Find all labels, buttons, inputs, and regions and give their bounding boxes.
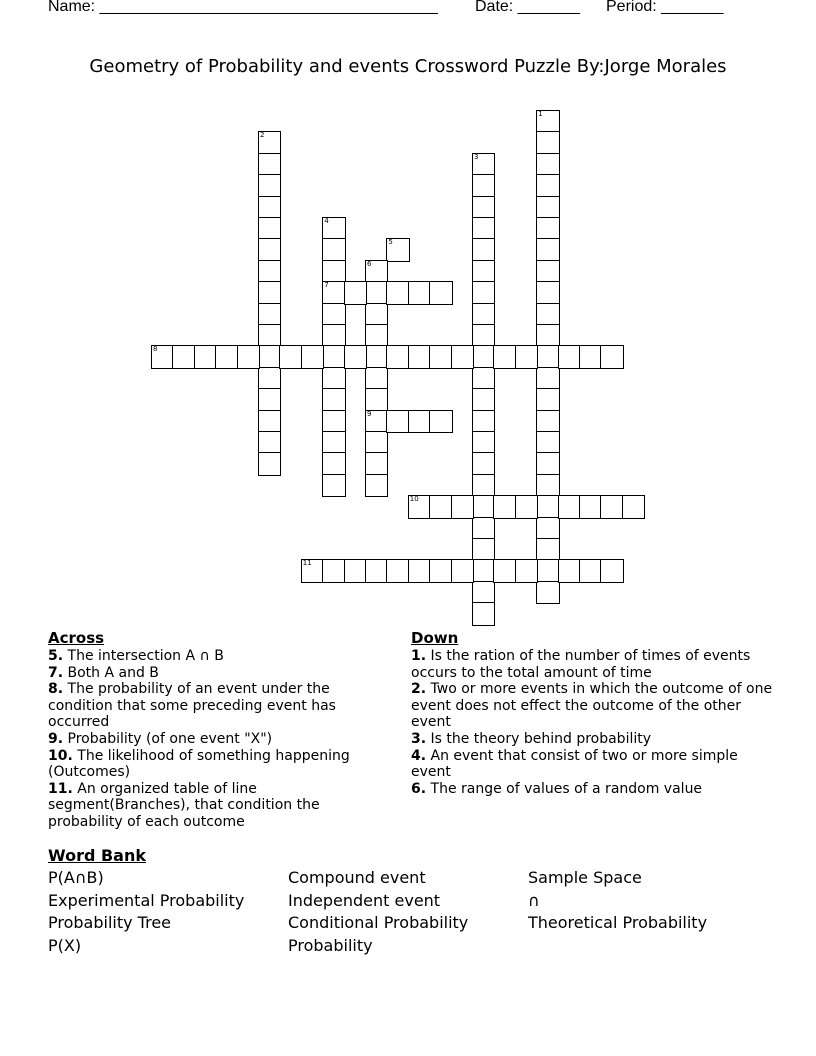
crossword-cell[interactable] bbox=[472, 324, 495, 347]
clue-text: Probability (of one event "X") bbox=[63, 730, 273, 747]
crossword-cell[interactable] bbox=[472, 410, 495, 433]
across-clues bbox=[48, 629, 378, 831]
crossword-cell[interactable] bbox=[258, 388, 281, 411]
down-clue bbox=[411, 681, 773, 731]
page-title: Geometry of Probability and events Crossword Puzzle By:Jorge Morales bbox=[89, 56, 727, 77]
across-clue bbox=[48, 681, 378, 731]
cell-number: 11 bbox=[302, 559, 312, 568]
word-bank-term: Probability Tree bbox=[48, 913, 171, 933]
crossword-cell[interactable] bbox=[536, 581, 559, 604]
clue-number: 5. bbox=[48, 648, 64, 664]
crossword-cell[interactable] bbox=[536, 452, 559, 475]
crossword-cell[interactable] bbox=[151, 345, 174, 368]
crossword-cell[interactable] bbox=[472, 260, 495, 283]
crossword-cell[interactable] bbox=[472, 238, 495, 261]
crossword-cell[interactable] bbox=[322, 410, 345, 433]
crossword-cell[interactable] bbox=[472, 281, 495, 304]
crossword-cell[interactable] bbox=[258, 345, 281, 368]
crossword-cell[interactable] bbox=[451, 559, 474, 582]
crossword-cell[interactable] bbox=[472, 517, 495, 540]
clue-text: The range of values of a random value bbox=[426, 780, 703, 797]
crossword-cell[interactable] bbox=[408, 345, 431, 368]
crossword-cell[interactable] bbox=[365, 260, 388, 283]
word-bank-column-3 bbox=[528, 867, 707, 935]
crossword-cell[interactable] bbox=[493, 495, 516, 518]
crossword-cell[interactable] bbox=[322, 452, 345, 475]
down-clue-list bbox=[411, 648, 773, 797]
cell-number: 5 bbox=[388, 238, 393, 247]
across-clue-list bbox=[48, 648, 378, 831]
down-clue bbox=[411, 731, 773, 748]
clue-number: 3. bbox=[411, 730, 427, 747]
crossword-cell[interactable] bbox=[472, 431, 495, 454]
crossword-cell[interactable] bbox=[429, 559, 452, 582]
crossword-cell[interactable] bbox=[258, 303, 281, 326]
down-clues bbox=[411, 629, 773, 797]
crossword-cell[interactable] bbox=[258, 217, 281, 240]
crossword-cell[interactable] bbox=[258, 238, 281, 261]
cell-number: 4 bbox=[324, 217, 329, 225]
crossword-cell[interactable] bbox=[472, 367, 495, 390]
crossword-cell[interactable] bbox=[600, 345, 623, 368]
crossword-cell[interactable] bbox=[472, 581, 495, 604]
crossword-cell[interactable] bbox=[322, 345, 345, 368]
crossword-cell[interactable] bbox=[172, 345, 195, 368]
clue-text: Two or more events in which the outcome of one event does not effect the outcome of the other event bbox=[411, 681, 773, 731]
cell-number: 10 bbox=[409, 495, 419, 504]
cell-number: 3 bbox=[474, 152, 479, 161]
crossword-cell[interactable] bbox=[536, 153, 559, 176]
clue-number: 4. bbox=[411, 747, 427, 764]
crossword-cell[interactable] bbox=[472, 345, 495, 368]
crossword-cell[interactable] bbox=[279, 345, 302, 368]
crossword-cell[interactable] bbox=[258, 431, 281, 454]
clue-text: The intersection A ∩ B bbox=[63, 648, 224, 664]
crossword-cell[interactable] bbox=[472, 602, 495, 625]
crossword-cell[interactable] bbox=[386, 281, 409, 304]
crossword-cell[interactable] bbox=[536, 324, 559, 347]
crossword-cell[interactable] bbox=[536, 260, 559, 283]
word-bank-term: Sample Space bbox=[528, 868, 642, 887]
cell-number: 1 bbox=[538, 110, 543, 118]
word-bank-term: Probability bbox=[288, 935, 373, 955]
crossword-cell[interactable] bbox=[322, 388, 345, 411]
crossword-cell[interactable] bbox=[386, 410, 409, 433]
crossword-cell[interactable] bbox=[365, 559, 388, 582]
crossword-cell[interactable] bbox=[429, 495, 452, 518]
crossword-cell[interactable] bbox=[365, 388, 388, 411]
crossword-cell[interactable] bbox=[365, 281, 388, 304]
crossword-cell[interactable] bbox=[429, 410, 452, 433]
crossword-cell[interactable] bbox=[558, 559, 581, 582]
crossword-cell[interactable] bbox=[258, 324, 281, 347]
crossword-cell[interactable] bbox=[429, 281, 452, 304]
period-field-label: Period: _______ bbox=[606, 0, 724, 15]
crossword-cell[interactable] bbox=[536, 110, 559, 133]
crossword-cell[interactable] bbox=[258, 153, 281, 176]
crossword-cell[interactable] bbox=[322, 238, 345, 261]
crossword-cell[interactable] bbox=[536, 410, 559, 433]
crossword-cell[interactable] bbox=[344, 345, 367, 368]
crossword-cell[interactable] bbox=[322, 324, 345, 347]
crossword-cell[interactable] bbox=[322, 431, 345, 454]
crossword-cell[interactable] bbox=[301, 345, 324, 368]
crossword-cell[interactable] bbox=[536, 474, 559, 497]
crossword-cell[interactable] bbox=[536, 559, 559, 582]
word-bank-heading: Word Bank bbox=[48, 846, 147, 865]
word-bank-term: Conditional Probability bbox=[288, 913, 469, 933]
crossword-cell[interactable] bbox=[322, 281, 345, 304]
word-bank-column-1 bbox=[48, 867, 244, 957]
crossword-cell[interactable] bbox=[536, 388, 559, 411]
clue-text: The likelihood of something happening (Outcomes) bbox=[48, 747, 350, 781]
crossword-cell[interactable] bbox=[344, 559, 367, 582]
crossword-cell[interactable] bbox=[472, 495, 495, 518]
crossword-cell[interactable] bbox=[472, 474, 495, 497]
across-clue bbox=[48, 665, 378, 682]
crossword-cell[interactable] bbox=[386, 559, 409, 582]
crossword-cell[interactable] bbox=[515, 559, 538, 582]
clue-text: Is the ration of the number of times of events occurs to the total amount of time bbox=[411, 648, 751, 681]
crossword-cell[interactable] bbox=[472, 217, 495, 240]
across-clue bbox=[48, 781, 378, 831]
crossword-cell[interactable] bbox=[493, 345, 516, 368]
word-bank-term: P(A∩B) bbox=[48, 868, 104, 887]
crossword-cell[interactable] bbox=[472, 196, 495, 219]
crossword-cell[interactable] bbox=[536, 238, 559, 261]
crossword-cell[interactable] bbox=[472, 559, 495, 582]
crossword-cell[interactable] bbox=[579, 345, 602, 368]
word-bank-term: Experimental Probability bbox=[48, 890, 245, 910]
crossword-cell[interactable] bbox=[194, 345, 217, 368]
crossword-cell[interactable] bbox=[408, 559, 431, 582]
crossword-cell[interactable] bbox=[365, 324, 388, 347]
crossword-cell[interactable] bbox=[472, 153, 495, 176]
crossword-cell[interactable] bbox=[472, 174, 495, 197]
crossword-cell[interactable] bbox=[472, 452, 495, 475]
crossword-cell[interactable] bbox=[258, 452, 281, 475]
crossword-cell[interactable] bbox=[365, 345, 388, 368]
cell-number: 7 bbox=[324, 281, 329, 290]
crossword-cell[interactable] bbox=[451, 345, 474, 368]
crossword-cell[interactable] bbox=[536, 174, 559, 197]
crossword-cell[interactable] bbox=[515, 345, 538, 368]
crossword-cell[interactable] bbox=[429, 345, 452, 368]
down-clue bbox=[411, 648, 773, 681]
crossword-cell[interactable] bbox=[536, 131, 559, 154]
across-clue bbox=[48, 748, 378, 781]
crossword-cell[interactable] bbox=[536, 431, 559, 454]
crossword-cell[interactable] bbox=[536, 217, 559, 240]
crossword-cell[interactable] bbox=[536, 345, 559, 368]
crossword-cell[interactable] bbox=[536, 538, 559, 561]
crossword-cell[interactable] bbox=[515, 495, 538, 518]
clue-number: 10. bbox=[48, 747, 73, 764]
crossword-cell[interactable] bbox=[344, 281, 367, 304]
cell-number: 8 bbox=[153, 345, 158, 354]
crossword-cell[interactable] bbox=[472, 303, 495, 326]
crossword-cell[interactable] bbox=[365, 431, 388, 454]
clue-text: Is the theory behind probability bbox=[426, 730, 652, 747]
crossword-cell[interactable] bbox=[258, 260, 281, 283]
down-clue bbox=[411, 781, 773, 798]
crossword-cell[interactable] bbox=[558, 345, 581, 368]
cell-number: 6 bbox=[367, 259, 372, 268]
crossword-cell[interactable] bbox=[365, 367, 388, 390]
crossword-cell[interactable] bbox=[579, 495, 602, 518]
crossword-cell[interactable] bbox=[600, 495, 623, 518]
crossword-cell[interactable] bbox=[536, 495, 559, 518]
crossword-cell[interactable] bbox=[322, 303, 345, 326]
crossword-cell[interactable] bbox=[451, 495, 474, 518]
crossword-cell[interactable] bbox=[408, 410, 431, 433]
clue-text: An organized table of line segment(Branches), that condition the probability of each outcome bbox=[48, 780, 320, 830]
clue-number: 6. bbox=[411, 780, 427, 797]
cell-number: 2 bbox=[260, 131, 265, 140]
crossword-cell[interactable] bbox=[408, 495, 431, 518]
crossword-cell[interactable] bbox=[536, 303, 559, 326]
crossword-cell[interactable] bbox=[365, 452, 388, 475]
word-bank-term: Compound event bbox=[288, 868, 426, 887]
crossword-cell[interactable] bbox=[258, 410, 281, 433]
crossword-cell[interactable] bbox=[536, 196, 559, 219]
clue-number: 11. bbox=[48, 780, 73, 797]
crossword-cell[interactable] bbox=[322, 559, 345, 582]
across-clue bbox=[48, 731, 378, 748]
crossword-cell[interactable] bbox=[365, 303, 388, 326]
clue-text: The probability of an event under the condition that some preceding event has occurred bbox=[48, 681, 336, 731]
clue-text: An event that consist of two or more simple event bbox=[411, 747, 738, 781]
cell-number: 9 bbox=[367, 409, 372, 418]
crossword-cell[interactable] bbox=[322, 217, 345, 240]
crossword-cell[interactable] bbox=[472, 388, 495, 411]
crossword-cell[interactable] bbox=[301, 559, 324, 582]
crossword-cell[interactable] bbox=[386, 345, 409, 368]
crossword-cell[interactable] bbox=[536, 367, 559, 390]
word-bank-term: P(X) bbox=[48, 935, 82, 955]
across-clue bbox=[48, 648, 378, 665]
crossword-cell[interactable] bbox=[258, 281, 281, 304]
crossword-cell[interactable] bbox=[408, 281, 431, 304]
clue-text: Both A and B bbox=[63, 664, 159, 681]
crossword-cell[interactable] bbox=[600, 559, 623, 582]
crossword-cell[interactable] bbox=[472, 538, 495, 561]
crossword-cell[interactable] bbox=[536, 517, 559, 540]
word-bank-term: ∩ bbox=[528, 890, 540, 910]
crossword-cell[interactable] bbox=[579, 559, 602, 582]
clue-number: 8. bbox=[48, 681, 64, 698]
crossword-cell[interactable] bbox=[322, 474, 345, 497]
crossword-cell[interactable] bbox=[622, 495, 645, 518]
crossword-cell[interactable] bbox=[322, 367, 345, 390]
clue-number: 7. bbox=[48, 664, 64, 681]
across-heading: Across bbox=[48, 629, 105, 647]
crossword-cell[interactable] bbox=[322, 260, 345, 283]
crossword-cell[interactable] bbox=[558, 495, 581, 518]
crossword-cell[interactable] bbox=[258, 196, 281, 219]
clue-number: 2. bbox=[411, 681, 427, 698]
crossword-cell[interactable] bbox=[386, 238, 409, 261]
crossword-cell[interactable] bbox=[493, 559, 516, 582]
word-bank-term: Theoretical Probability bbox=[528, 913, 708, 933]
crossword-cell[interactable] bbox=[536, 281, 559, 304]
date-field-label: Date: _______ bbox=[475, 0, 580, 15]
crossword-cell[interactable] bbox=[215, 345, 238, 368]
crossword-cell[interactable] bbox=[258, 174, 281, 197]
name-field-label: Name: ______________________________________ bbox=[48, 0, 438, 15]
crossword-cell[interactable] bbox=[258, 367, 281, 390]
crossword-cell[interactable] bbox=[365, 410, 388, 433]
crossword-cell[interactable] bbox=[365, 474, 388, 497]
down-heading: Down bbox=[411, 629, 459, 647]
clue-number: 1. bbox=[411, 648, 427, 664]
word-bank-term: Independent event bbox=[288, 890, 441, 910]
crossword-cell[interactable] bbox=[258, 131, 281, 154]
clue-number: 9. bbox=[48, 730, 64, 747]
word-bank-column-2 bbox=[288, 867, 468, 957]
crossword-cell[interactable] bbox=[237, 345, 260, 368]
down-clue bbox=[411, 748, 773, 781]
